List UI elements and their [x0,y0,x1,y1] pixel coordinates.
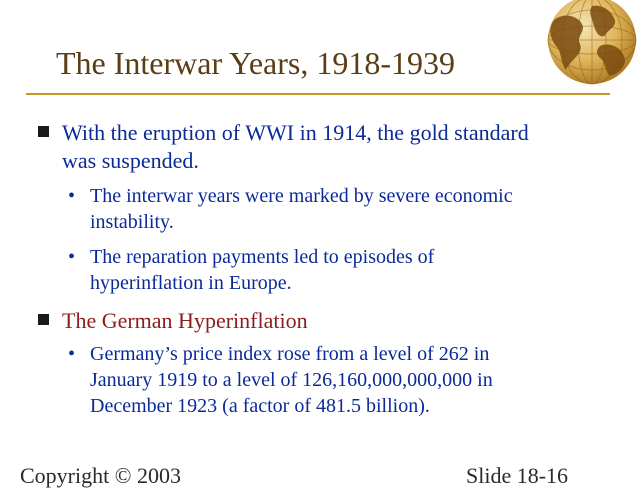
bullet-2-heading: The German Hyperinflation [62,308,308,333]
round-bullet-icon: • [68,185,76,207]
round-bullet-icon: • [68,246,76,268]
sub-bullet-2-line-1: The reparation payments led to episodes of [90,246,435,268]
sub-bullet-3-line-3: December 1923 (a factor of 481.5 billion). [90,395,430,417]
footer-copyright: Copyright © 2003 [20,463,181,488]
square-bullet-icon [38,314,49,325]
square-bullet-icon [38,126,49,137]
slide-title: The Interwar Years, 1918-1939 [56,45,456,81]
round-bullet-icon: • [68,343,76,365]
sub-bullet-1-line-2: instability. [90,211,174,233]
footer-slide-number: Slide 18-16 [466,463,569,488]
bullet-1-line-2: was suspended. [62,148,199,173]
sub-bullet-3-line-1: Germany’s price index rose from a level of 262 in [90,343,490,365]
bullet-1-line-1: With the eruption of WWI in 1914, the gold standard [62,120,529,145]
sub-bullet-3-line-2: January 1919 to a level of 126,160,000,000,000 in [90,369,493,391]
sub-bullet-2-line-2: hyperinflation in Europe. [90,272,292,294]
sub-bullet-1-line-1: The interwar years were marked by severe economic [90,185,513,207]
